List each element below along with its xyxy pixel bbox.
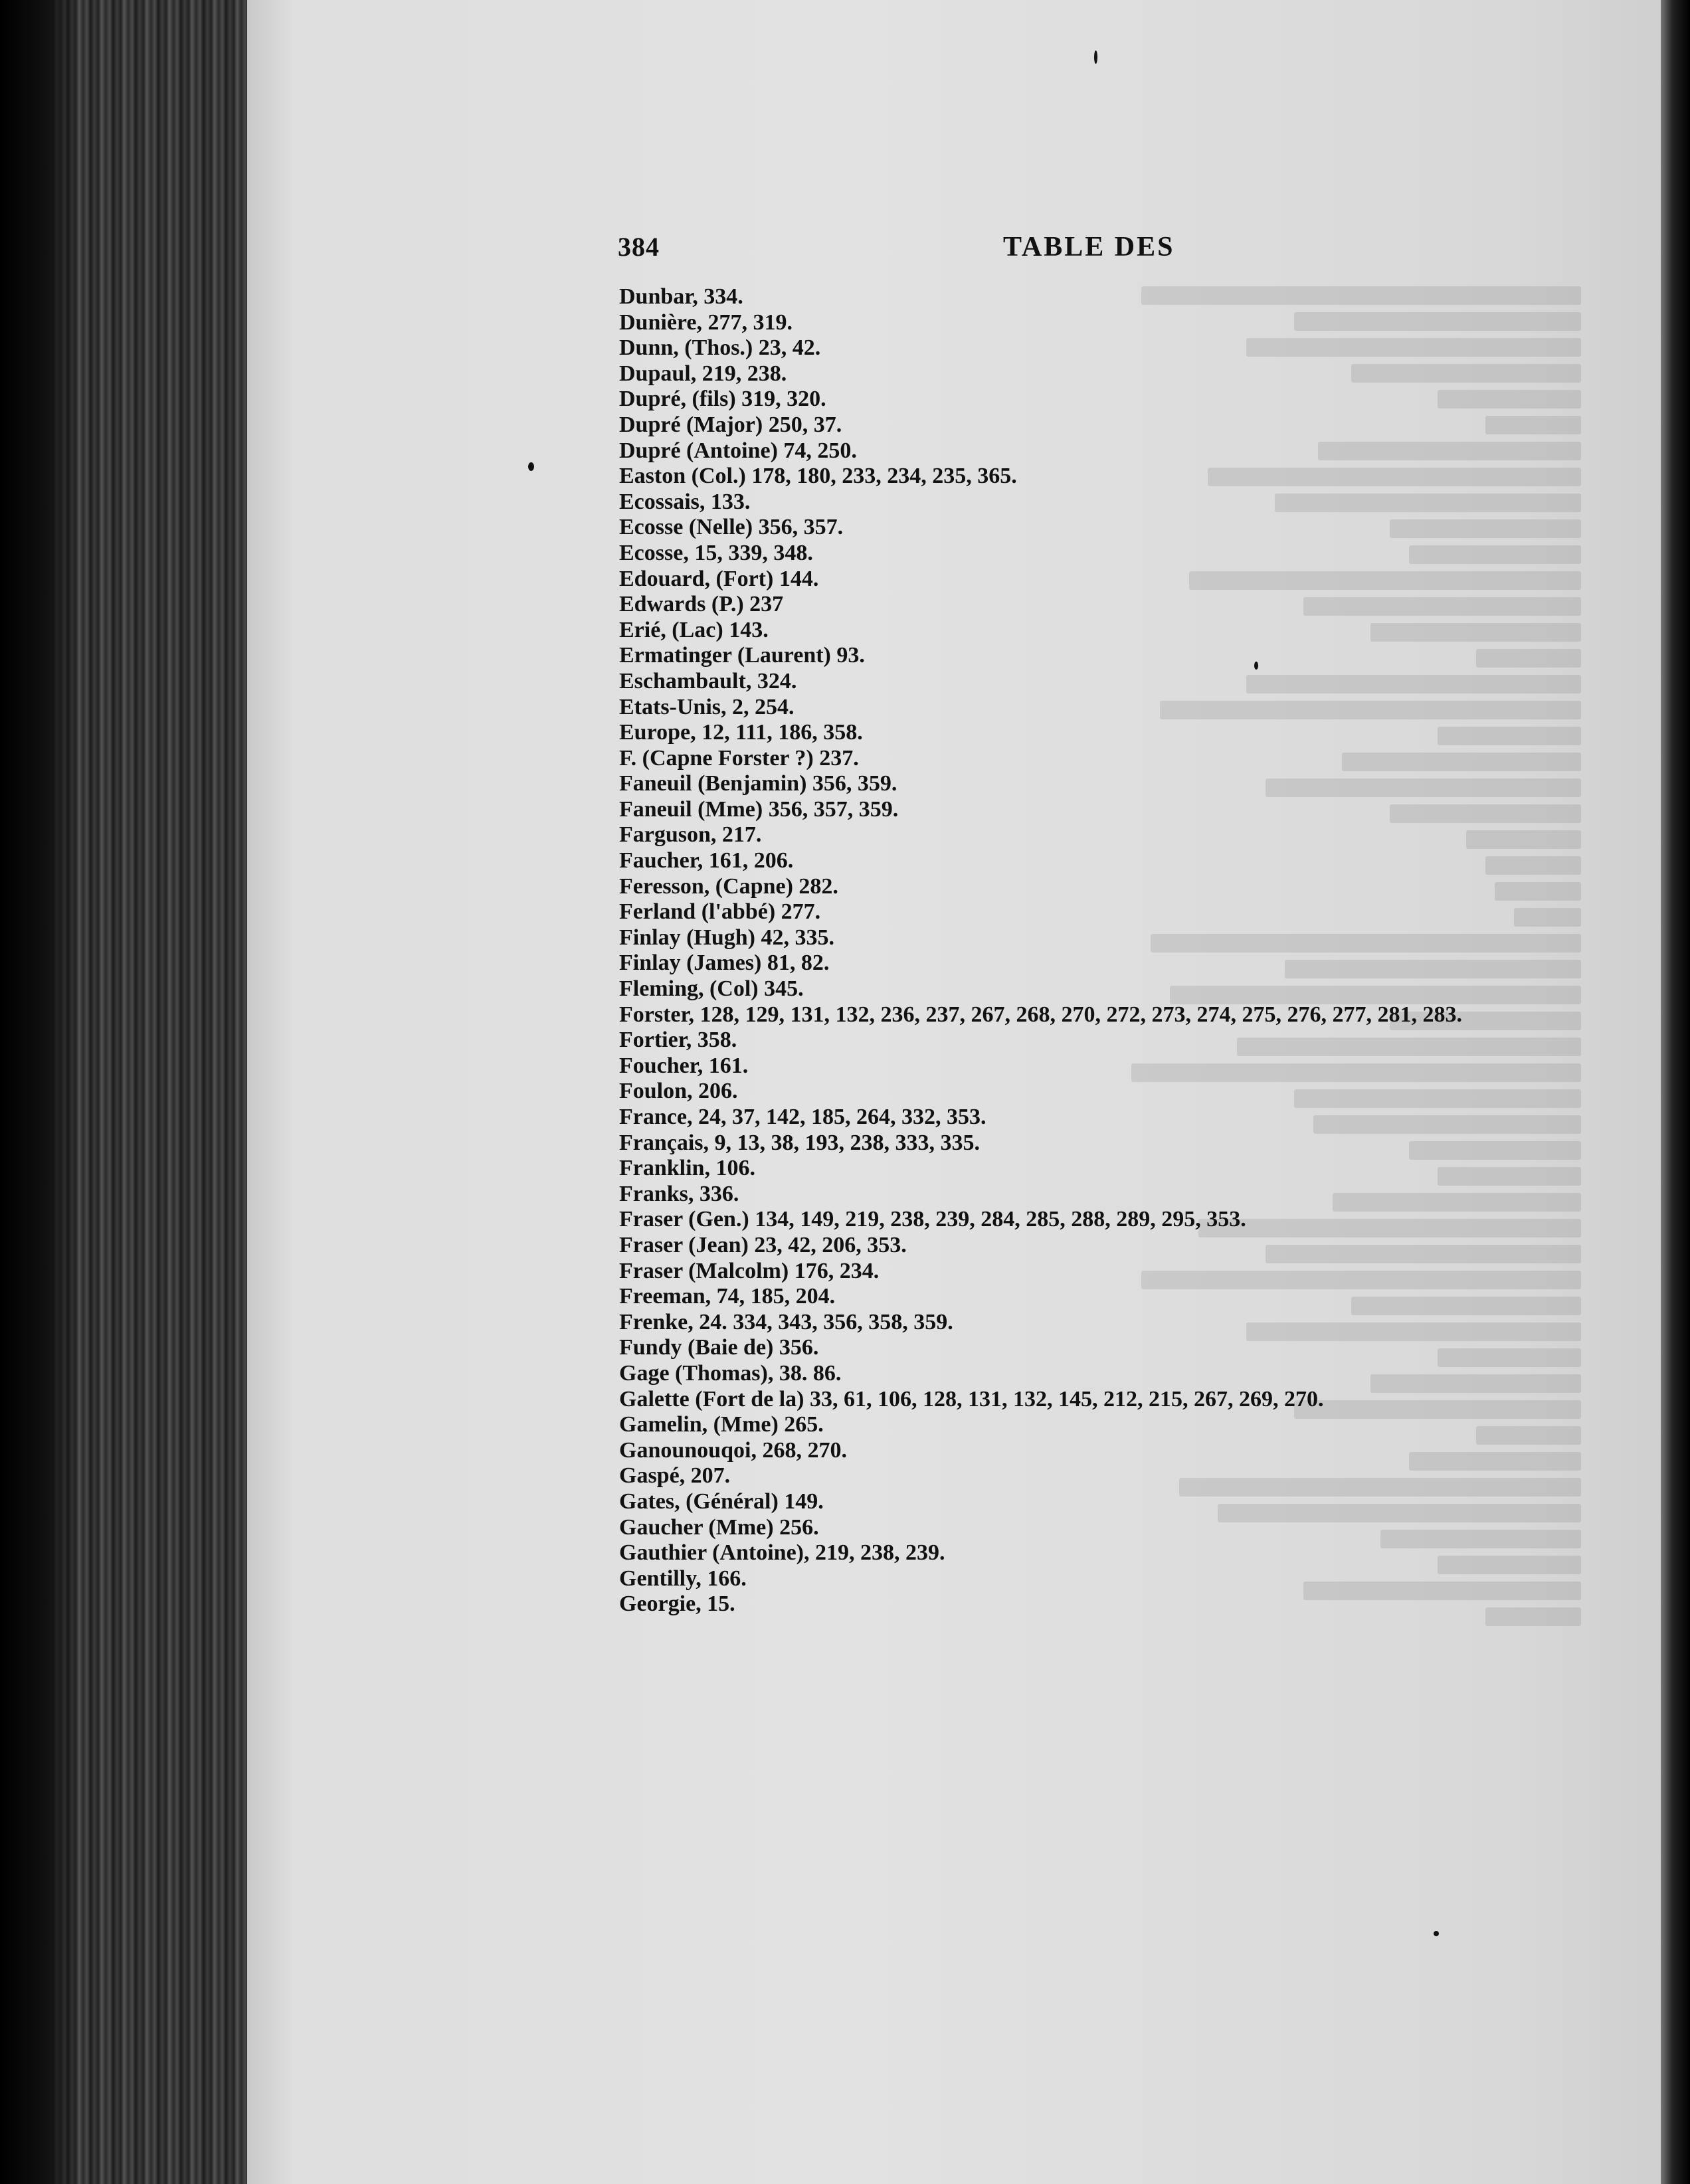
index-entry: Ecosse (Nelle) 356, 357. xyxy=(619,515,844,540)
index-entry: Dunière, 277, 319. xyxy=(619,310,793,335)
index-entry: Gaucher (Mme) 256. xyxy=(619,1514,819,1540)
index-entry: Fleming, (Col) 345. xyxy=(619,976,804,1002)
index-entry: France, 24, 37, 142, 185, 264, 332, 353. xyxy=(619,1105,986,1129)
index-entry: Feresson, (Capne) 282. xyxy=(619,873,838,899)
index-entry: Etats-Unis, 2, 254. xyxy=(619,694,795,719)
index-entry: Fraser (Jean) 23, 42, 206, 353. xyxy=(619,1232,907,1257)
page-number: 384 xyxy=(618,232,660,262)
book-spine-shadow xyxy=(0,0,80,2184)
index-entry: Faneuil (Benjamin) 356, 359. xyxy=(619,771,897,796)
index-entry: Foulon, 206. xyxy=(619,1079,738,1104)
index-entry: Finlay (Hugh) 42, 335. xyxy=(619,925,834,950)
index-entry: Dupré, (fils) 319, 320. xyxy=(619,387,826,412)
index-entry: Fraser (Malcolm) 176, 234. xyxy=(619,1258,880,1283)
index-entry: Gates, (Général) 149. xyxy=(619,1489,824,1514)
index-entry: Forster, 128, 129, 131, 132, 236, 237, 267, 268, 270, 272, 273, 274, 275, 276, 277, 281, 283. xyxy=(619,1002,1462,1027)
index-entry: Georgie, 15. xyxy=(619,1592,735,1617)
ink-speck xyxy=(1094,50,1097,64)
index-entry: Freeman, 74, 185, 204. xyxy=(619,1284,836,1309)
index-entry: Finlay (James) 81, 82. xyxy=(619,951,830,976)
index-list xyxy=(619,284,1562,1617)
ink-speck xyxy=(1434,1931,1439,1936)
index-entry: Français, 9, 13, 38, 193, 238, 333, 335. xyxy=(619,1130,981,1155)
index-entry: Edouard, (Fort) 144. xyxy=(619,566,819,591)
page-right-edge xyxy=(1661,0,1690,2184)
index-entry: Farguson, 217. xyxy=(619,822,762,848)
index-entry: Faneuil (Mme) 356, 357, 359. xyxy=(619,796,899,822)
index-entry: F. (Capne Forster ?) 237. xyxy=(619,745,859,771)
index-entry: Faucher, 161, 206. xyxy=(619,848,794,873)
running-head: TABLE DES xyxy=(1003,232,1175,262)
index-entry: Ecosse, 15, 339, 348. xyxy=(619,540,813,565)
index-entry: Ganounouqoi, 268, 270. xyxy=(619,1437,847,1463)
ink-speck xyxy=(1254,662,1258,670)
index-entry: Franklin, 106. xyxy=(619,1156,755,1181)
index-entry: Ermatinger (Laurent) 93. xyxy=(619,643,865,668)
index-entry: Erié, (Lac) 143. xyxy=(619,617,769,642)
index-entry: Gauthier (Antoine), 219, 238, 239. xyxy=(619,1540,945,1566)
index-entry: Gage (Thomas), 38. 86. xyxy=(619,1360,842,1386)
index-entry: Fortier, 358. xyxy=(619,1028,737,1053)
index-entry: Europe, 12, 111, 186, 358. xyxy=(619,720,863,745)
index-entry: Fraser (Gen.) 134, 149, 219, 238, 239, 284, 285, 288, 289, 295, 353. xyxy=(619,1207,1246,1232)
index-entry: Easton (Col.) 178, 180, 233, 234, 235, 365. xyxy=(619,464,1017,489)
index-entry: Fundy (Baie de) 356. xyxy=(619,1335,819,1360)
index-entry: Galette (Fort de la) 33, 61, 106, 128, 131, 132, 145, 212, 215, 267, 269, 270. xyxy=(619,1386,1324,1411)
index-entry: Dunn, (Thos.) 23, 42. xyxy=(619,335,821,361)
page-header xyxy=(618,231,1202,271)
index-entry: Dupré (Antoine) 74, 250. xyxy=(619,438,857,463)
index-entry: Gaspé, 207. xyxy=(619,1463,731,1489)
index-entry: Eschambault, 324. xyxy=(619,668,797,693)
index-entry: Franks, 336. xyxy=(619,1181,739,1206)
index-entry: Foucher, 161. xyxy=(619,1053,749,1078)
index-entry: Frenke, 24. 334, 343, 356, 358, 359. xyxy=(619,1309,953,1334)
index-entry: Dunbar, 334. xyxy=(619,284,743,309)
ink-speck xyxy=(528,462,534,471)
index-entry: Edwards (P.) 237 xyxy=(619,592,784,617)
index-entry: Ferland (l'abbé) 277. xyxy=(619,899,821,925)
index-entry: Gentilly, 166. xyxy=(619,1566,747,1591)
index-entry: Ecossais, 133. xyxy=(619,489,751,514)
index-entry: Dupaul, 219, 238. xyxy=(619,361,787,386)
index-entry: Dupré (Major) 250, 37. xyxy=(619,412,842,437)
index-entry: Gamelin, (Mme) 265. xyxy=(619,1412,824,1437)
